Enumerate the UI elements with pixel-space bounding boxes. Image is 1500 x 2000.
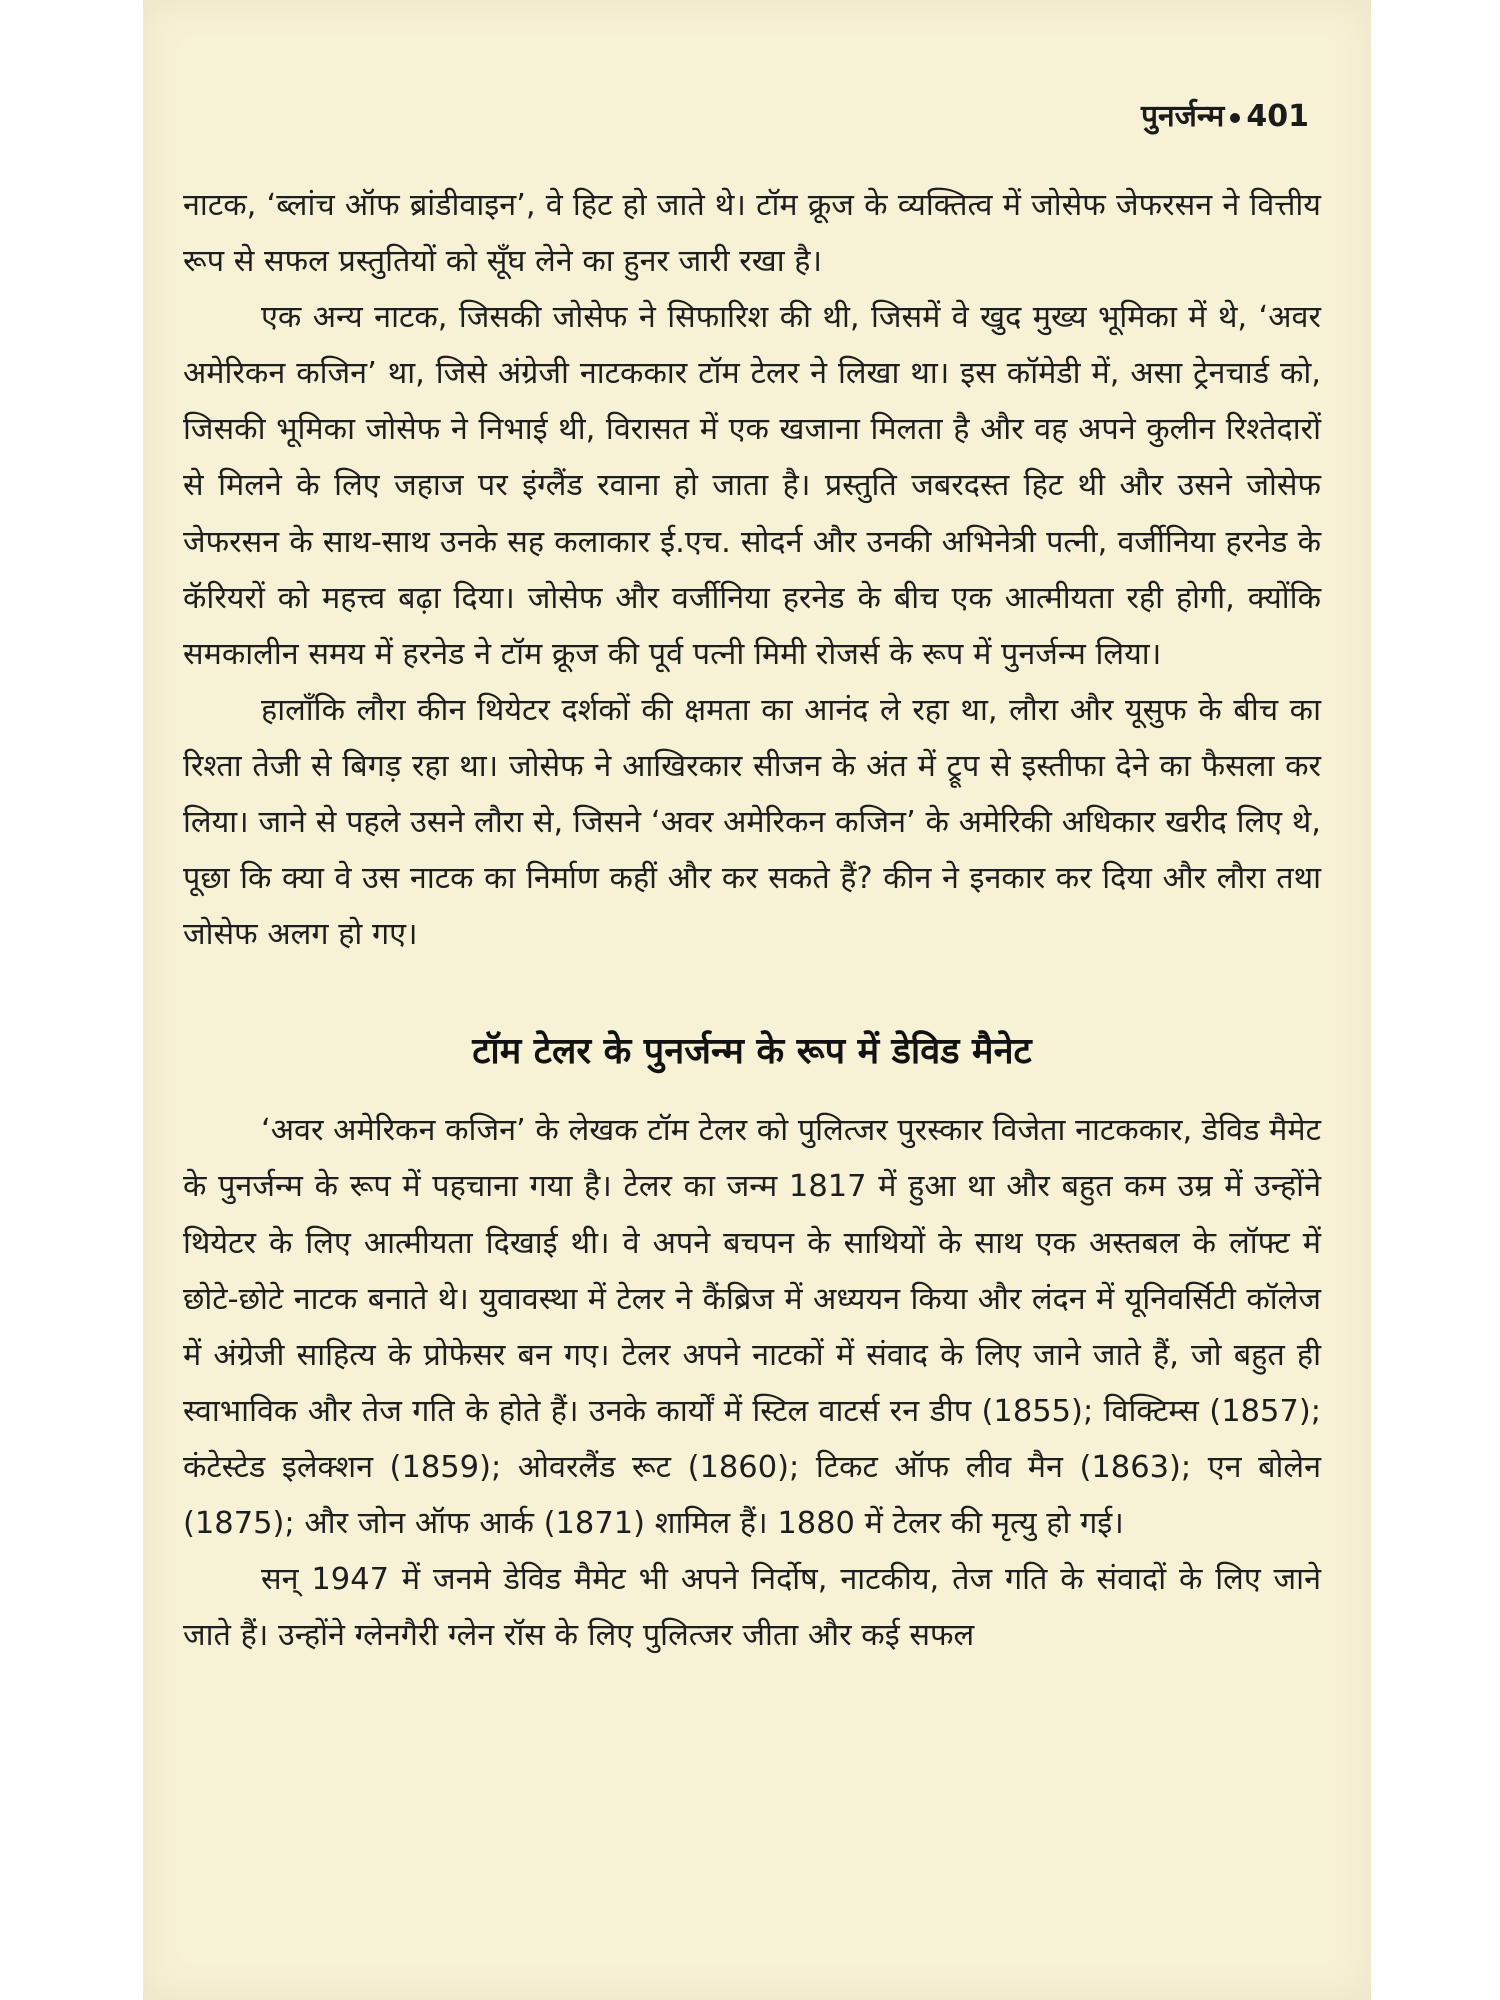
section-paragraph-1: ‘अवर अमेरिकन कजिन’ के लेखक टॉम टेलर को पुलित्जर पुरस्कार विजेता नाटककार, डेविड मैमेट के पुनर्जन्म के रूप में पहचाना गया है। टेलर का जन्म 1817 में हुआ था और बहुत कम उम्र में उन्होंने थियेटर के लिए आत्मीयता दिखाई थी। वे अपने बचपन के साथियों के साथ एक अस्तबल के लॉफ्ट में छोटे-छोटे नाटक बनाते थे। युवावस्था में टेलर ने कैंब्रिज में अध्ययन किया और लंदन में यूनिवर्सिटी कॉलेज में अंग्रेजी साहित्य के प्रोफेसर बन गए। टेलर अपने नाटकों में संवाद के लिए जाने जाते हैं, जो बहुत ही स्वाभाविक और तेज गति के होते हैं। उनके कार्यों में स्टिल वाटर्स रन डीप (1855); विक्टिम्स (1857); कंटेस्टेड इलेक्शन (1859); ओवरलैंड रूट (1860); टिकट ऑफ लीव मैन (1863); एन बोलेन (1875); और जोन ऑफ आर्क (1871) शामिल हैं। 1880 में टेलर की मृत्यु हो गई। <box>183 1113 1321 1541</box>
section-heading: टॉम टेलर के पुनर्जन्म के रूप में डेविड मैनेट <box>472 1031 1032 1073</box>
paragraph-1: नाटक, ‘ब्लांच ऑफ ब्रांडीवाइन’, वे हिट हो जाते थे। टॉम क्रूज के व्यक्तित्व में जोसेफ जेफरसन ने वित्तीय रूप से सफल प्रस्तुतियों को सूँघ लेने का हुनर जारी रखा है। <box>183 188 1321 280</box>
paragraph-3: हालाँकि लौरा कीन थियेटर दर्शकों की क्षमता का आनंद ले रहा था, लौरा और यूसुफ के बीच का रिश्ता तेजी से बिगड़ रहा था। जोसेफ ने आखिरकार सीजन के अंत में ट्रूप से इस्तीफा देने का फैसला कर लिया। जाने से पहले उसने लौरा से, जिसने ‘अवर अमेरिकन कजिन’ के अमेरिकी अधिकार खरीद लिए थे, पूछा कि क्या वे उस नाटक का निर्माण कहीं और कर सकते हैं? कीन ने इनकार कर दिया और लौरा तथा जोसेफ अलग हो गए। <box>183 692 1321 953</box>
running-header <box>1141 94 1309 135</box>
chapter-title: पुनर्जन्म <box>1140 99 1225 134</box>
section-paragraph-2: सन् 1947 में जनमे डेविड मैमेट भी अपने निर्दोष, नाटकीय, तेज गति के संवादों के लिए जाने जाते हैं। उन्होंने ग्लेनगैरी ग्लेन रॉस के लिए पुलित्जर जीता और कई सफल <box>183 1562 1321 1654</box>
bullet-separator-icon <box>1230 113 1240 123</box>
page-body <box>183 178 1321 1664</box>
paragraph-2: एक अन्य नाटक, जिसकी जोसेफ ने सिफारिश की थी, जिसमें वे खुद मुख्य भूमिका में थे, ‘अवर अमेरिकन कजिन’ था, जिसे अंग्रेजी नाटककार टॉम टेलर ने लिखा था। इस कॉमेडी में, असा ट्रेनचार्ड को, जिसकी भूमिका जोसेफ ने निभाई थी, विरासत में एक खजाना मिलता है और वह अपने कुलीन रिश्तेदारों से मिलने के लिए जहाज पर इंग्लैंड रवाना हो जाता है। प्रस्तुति जबरदस्त हिट थी और उसने जोसेफ जेफरसन के साथ-साथ उनके सह कलाकार ई.एच. सोदर्न और उनकी अभिनेत्री पत्नी, वर्जीनिया हरनेड के कॅरियरों को महत्त्व बढ़ा दिया। जोसेफ और वर्जीनिया हरनेड के बीच एक आत्मीयता रही होगी, क्योंकि समकालीन समय में हरनेड ने टॉम क्रूज की पूर्व पत्नी मिमी रोजर्स के रूप में पुनर्जन्म लिया। <box>183 300 1322 672</box>
book-page <box>143 0 1371 2000</box>
page-number: 401 <box>1246 99 1309 134</box>
